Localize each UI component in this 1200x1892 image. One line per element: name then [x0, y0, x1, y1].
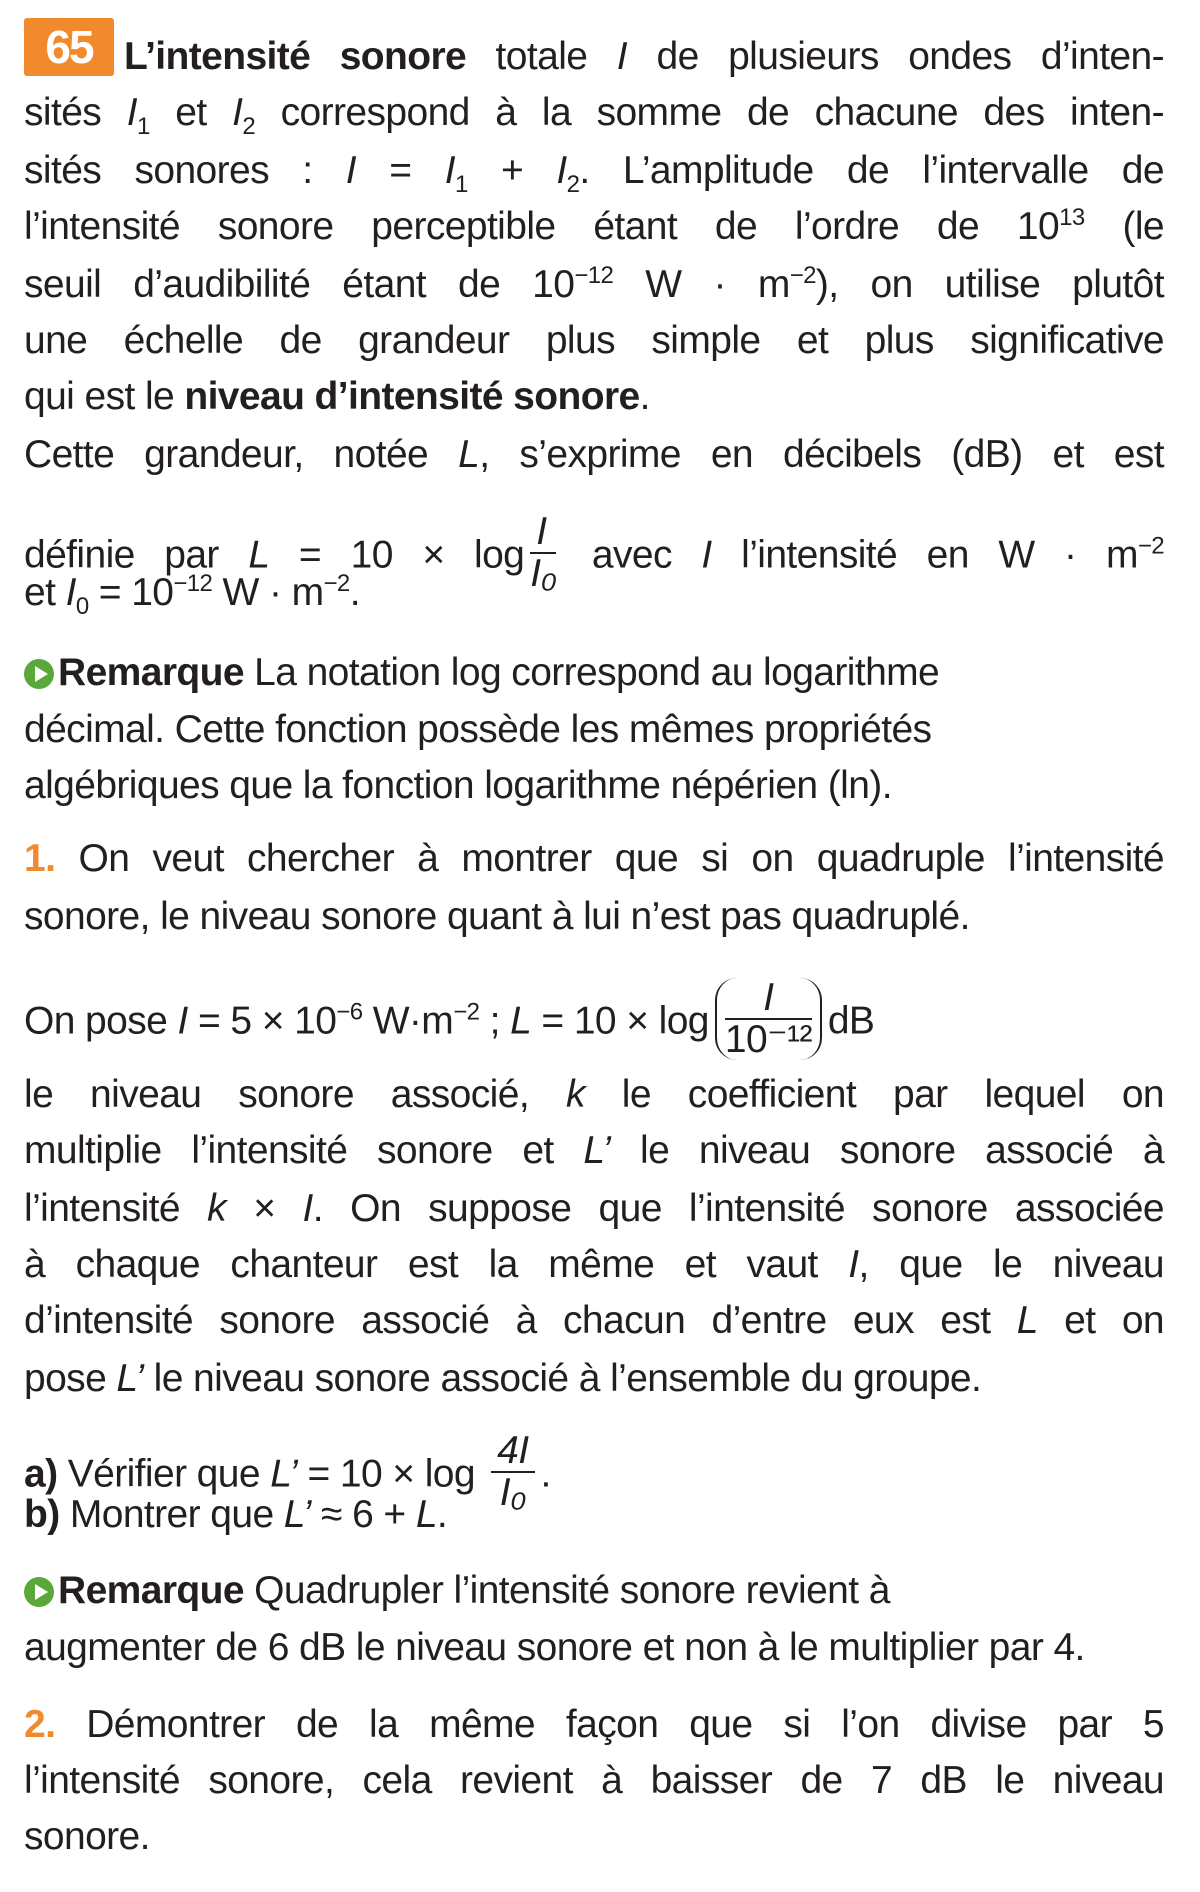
math-variable: I — [701, 533, 712, 577]
text: W·m — [362, 999, 454, 1043]
subscript: 1 — [454, 170, 468, 198]
text-line — [24, 836, 1164, 882]
math-variable: I — [444, 149, 455, 192]
text-line — [24, 1758, 1164, 1804]
text: = 5 × 10 — [187, 999, 337, 1043]
text: = — [356, 149, 445, 192]
subscript: 0 — [75, 592, 89, 620]
text: le coefficient par lequel on — [584, 1073, 1165, 1116]
text-line — [24, 1072, 1164, 1118]
text: le niveau sonore associé, — [24, 1073, 566, 1116]
text-line — [24, 1186, 1164, 1232]
text-line — [24, 1492, 1164, 1538]
text: , s’exprime en décibels (dB) et est — [479, 433, 1164, 476]
text: à chaque chanteur est la même et vaut — [24, 1243, 849, 1286]
text: totale — [466, 35, 617, 78]
text: définie par — [24, 533, 249, 577]
text-line — [24, 374, 1164, 420]
question-number: 1. — [24, 837, 56, 880]
subscript: 1 — [136, 112, 150, 140]
math-variable: k — [207, 1187, 227, 1230]
text: = 10 — [88, 571, 174, 614]
fraction-numerator: I — [725, 978, 812, 1020]
remark-play-icon — [24, 1577, 54, 1607]
math-variable: L’ — [116, 1357, 144, 1400]
text: sités — [24, 91, 127, 134]
math-variable: I — [65, 571, 76, 614]
text: de plusieurs ondes d’inten- — [627, 35, 1164, 78]
text: Démontrer de la même façon que si l’on divise par 5 — [55, 1703, 1164, 1746]
text: seuil d’audibilité étant de 10 — [24, 263, 575, 306]
superscript: −12 — [173, 570, 213, 597]
math-variable: I — [302, 1187, 313, 1230]
text-line — [24, 1568, 1164, 1614]
remark-play-icon — [24, 659, 54, 689]
superscript: 13 — [1059, 204, 1085, 231]
exercise-number-badge: 65 — [24, 18, 114, 76]
fraction-denominator: 10⁻¹² — [724, 1018, 812, 1061]
bold-text: L’intensité sonore — [124, 35, 467, 78]
text: Quadrupler l’intensité sonore revient à — [243, 1569, 890, 1612]
text: Montrer que — [59, 1493, 284, 1536]
text: , que le niveau — [858, 1243, 1164, 1286]
math-variable: L — [248, 533, 270, 577]
text: . — [436, 1493, 448, 1536]
text: ≈ 6 + — [310, 1493, 416, 1536]
text: une échelle de grandeur plus simple et plus significative — [24, 319, 1164, 362]
math-variable: L — [458, 433, 480, 476]
text: = 10 × log — [531, 999, 709, 1043]
math-variable: L — [415, 1493, 437, 1536]
fraction-denominator: I₀ — [530, 552, 557, 595]
text-line — [24, 432, 1164, 478]
text: et — [24, 571, 66, 614]
text: sonore, le niveau sonore quant à lui n’est pas quadruplé. — [24, 895, 970, 938]
text: le niveau sonore associé à l’ensemble du groupe. — [143, 1357, 982, 1400]
text: × — [226, 1187, 303, 1230]
math-variable: I — [848, 1243, 859, 1286]
text-line — [124, 34, 1164, 80]
bold-text: Remarque — [58, 1569, 244, 1612]
text: La notation log correspond au logarithme — [243, 651, 940, 694]
text: + — [467, 149, 557, 192]
text: (le — [1084, 205, 1164, 248]
text: Cette grandeur, notée — [24, 433, 459, 476]
text-line — [24, 1242, 1164, 1288]
math-variable: L — [1016, 1299, 1038, 1342]
text: augmenter de 6 dB le niveau sonore et non à le multiplier par 4. — [24, 1626, 1085, 1669]
text-line — [24, 570, 1164, 620]
text: l’intensité sonore perceptible étant de l’ordre de 10 — [24, 205, 1060, 248]
text: W · m — [212, 571, 324, 614]
text-line — [24, 262, 1164, 308]
text: l’intensité en W · m — [711, 533, 1138, 577]
text: le niveau sonore associé à — [610, 1129, 1164, 1172]
text: et — [149, 91, 233, 134]
text: ; — [479, 999, 511, 1043]
text-line — [24, 1625, 1164, 1671]
question-number: 2. — [24, 1703, 56, 1746]
text: et on — [1037, 1299, 1164, 1342]
bold-text: b) — [24, 1493, 60, 1536]
text: l’intensité sonore, cela revient à baisser de 7 dB le niveau — [24, 1759, 1164, 1802]
math-variable: L — [510, 999, 532, 1043]
text: sités sonores : — [24, 149, 346, 192]
text: . On suppose que l’intensité sonore associée — [312, 1187, 1164, 1230]
math-variable: I — [177, 999, 188, 1043]
text: décimal. Cette fonction possède les mêmes propriétés — [24, 708, 932, 751]
text-line — [24, 1814, 1164, 1860]
text: . — [639, 375, 650, 418]
text: d’intensité sonore associé à chacun d’entre eux est — [24, 1299, 1017, 1342]
text-line — [24, 148, 1164, 198]
text: sonore. — [24, 1815, 150, 1858]
text: dB — [827, 999, 875, 1043]
text-line — [24, 894, 1164, 940]
text-line — [24, 976, 1164, 1064]
bold-text: niveau d’intensité sonore — [184, 375, 640, 418]
text-line — [24, 1702, 1164, 1748]
text: On veut chercher à montrer que si on quadruple l’intensité — [55, 837, 1164, 880]
math-variable: L’ — [270, 1452, 298, 1496]
fraction-numerator: I — [530, 512, 556, 554]
text: qui est le — [24, 375, 185, 418]
text: W · m — [613, 263, 790, 306]
superscript: −2 — [1137, 532, 1165, 560]
text-line — [24, 707, 1164, 753]
text: = 10 × log — [297, 1452, 486, 1496]
text-line — [24, 650, 1164, 696]
text: correspond à la somme de chacune des inten- — [255, 91, 1164, 134]
math-variable: I — [556, 149, 567, 192]
text-line — [24, 204, 1164, 250]
text: . L’amplitude de l’intervalle de — [579, 149, 1164, 192]
bold-text: Remarque — [58, 651, 244, 694]
subscript: 2 — [242, 112, 256, 140]
math-variable: I — [616, 35, 628, 78]
fraction-denominator: I₀ — [499, 1471, 526, 1514]
text: On pose — [24, 999, 178, 1043]
subscript: 2 — [566, 170, 580, 198]
text-line — [24, 1298, 1164, 1344]
text: pose — [24, 1357, 117, 1400]
math-variable: L’ — [283, 1493, 311, 1536]
text: multiplie l’intensité sonore et — [24, 1129, 584, 1172]
math-variable: L’ — [583, 1129, 611, 1172]
text: ), on utilise plutôt — [815, 263, 1164, 306]
math-variable: I — [345, 149, 357, 192]
text-line — [24, 90, 1164, 140]
text-line — [24, 1128, 1164, 1174]
math-variable: I — [232, 91, 243, 134]
superscript: −12 — [574, 262, 614, 289]
text-line — [24, 1356, 1164, 1402]
superscript: −2 — [453, 998, 480, 1026]
text-line — [24, 763, 1164, 809]
text-line — [24, 318, 1164, 364]
fraction — [715, 978, 822, 1060]
text: algébriques que la fonction logarithme népérien (ln). — [24, 764, 892, 807]
superscript: −6 — [336, 998, 363, 1026]
bold-text: a) — [24, 1452, 58, 1496]
math-variable: I — [126, 91, 137, 134]
text: . — [349, 571, 360, 614]
superscript: −2 — [789, 262, 816, 289]
fraction-numerator: 4I — [491, 1431, 534, 1473]
text: = 10 × log — [269, 533, 525, 577]
text: avec — [562, 533, 702, 577]
text: . — [540, 1452, 551, 1496]
text: l’intensité — [24, 1187, 208, 1230]
superscript: −2 — [323, 570, 350, 597]
text: Vérifier que — [57, 1452, 271, 1496]
math-variable: k — [565, 1073, 585, 1116]
